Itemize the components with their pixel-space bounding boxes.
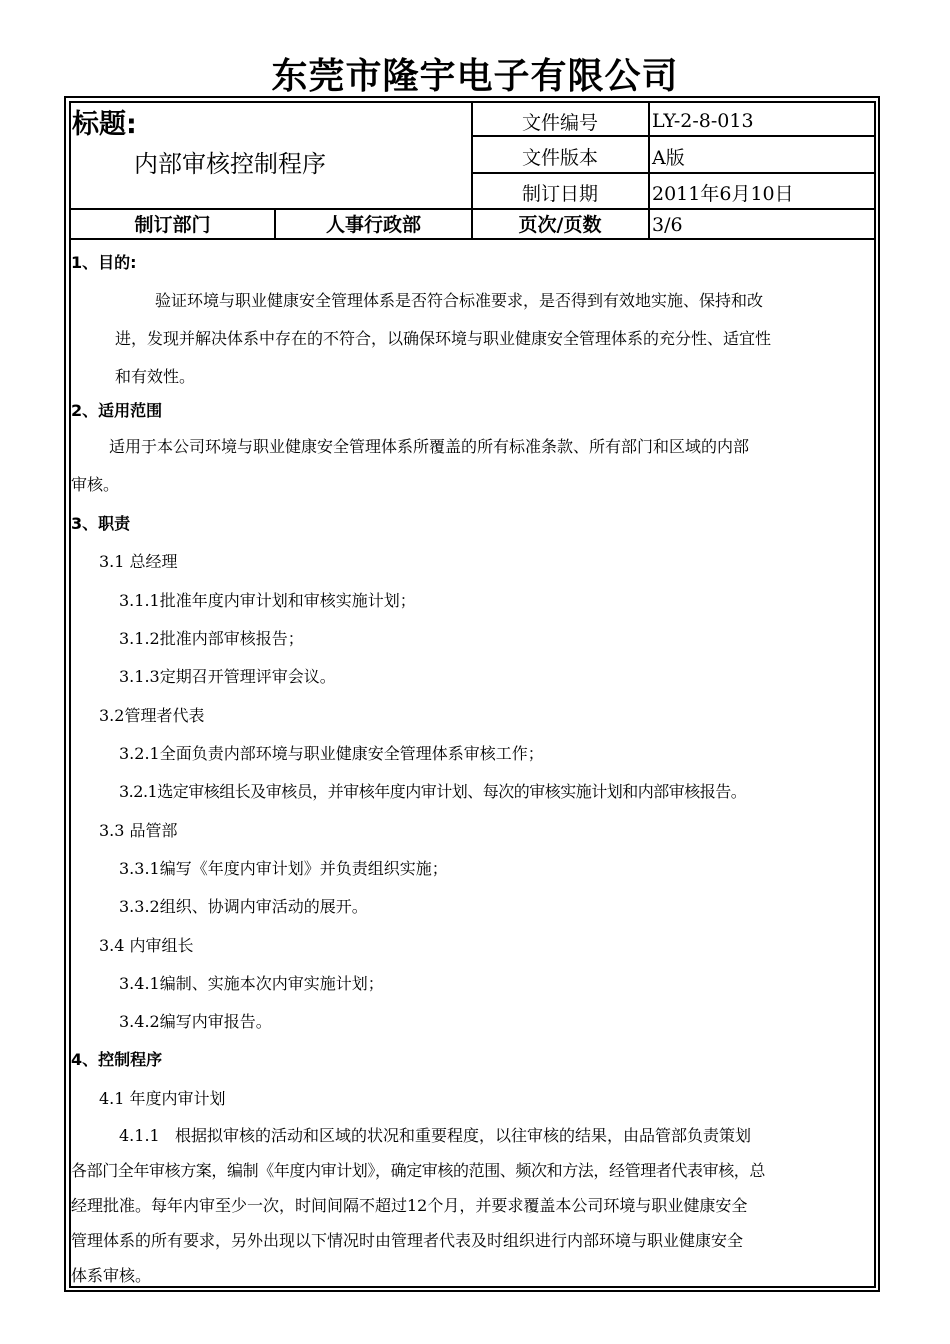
title-label: 标题:: [72, 109, 137, 140]
item-3-1-1: 3.1.1批准年度内审计划和审核实施计划；: [119, 591, 416, 610]
item-4-1-1-line-3: 经理批准。每年内审至少一次，时间间隔不超过12个月，并要求覆盖本公司环境与职业健康安全: [71, 1196, 748, 1215]
item-3-4-2: 3.4.2编写内审报告。: [119, 1012, 272, 1031]
item-3-3: 3.3 品管部: [99, 821, 178, 840]
dept-label: 制订部门: [134, 214, 211, 236]
item-3-2-2: 3.2.1选定审核组长及审核员，并审核年度内审计划、每次的审核实施计划和内部审核报告。: [119, 782, 747, 801]
page-title: 内部审核控制程序: [134, 150, 326, 178]
company-name: 东莞市隆宇电子有限公司: [271, 56, 679, 97]
document-frame-inner: [69, 101, 876, 1288]
doc-no-value: LY-2-8-013: [652, 110, 754, 132]
item-3-4: 3.4 内审组长: [99, 936, 194, 955]
page-count-value: 3/6: [652, 214, 683, 236]
section-4-title: 4、控制程序: [71, 1050, 163, 1069]
item-3-2-1: 3.2.1全面负责内部环境与职业健康安全管理体系审核工作；: [119, 744, 544, 763]
version-value: A版: [652, 147, 685, 169]
dept-value: 人事行政部: [325, 214, 421, 236]
item-3-1-3: 3.1.3定期召开管理评审会议。: [119, 667, 336, 686]
section-1-paragraph-line-3: 和有效性。: [115, 367, 196, 386]
item-4-1: 4.1 年度内审计划: [99, 1089, 226, 1108]
section-1-title: 1、目的:: [71, 253, 137, 272]
header-divider-2: [471, 172, 876, 174]
item-3-3-1: 3.3.1编写《年度内审计划》并负责组织实施；: [119, 859, 448, 878]
section-2-paragraph-line-1: 适用于本公司环境与职业健康安全管理体系所覆盖的所有标准条款、所有部门和区域的内部: [109, 437, 750, 456]
date-value: 2011年6月10日: [652, 183, 794, 205]
item-4-1-1-line-5: 体系审核。: [71, 1266, 152, 1285]
page-count-label: 页次/页数: [518, 214, 602, 236]
version-label: 文件版本: [521, 147, 598, 169]
header-vdivider-2: [648, 101, 650, 239]
item-3-1: 3.1 总经理: [99, 552, 178, 571]
section-2-title: 2、适用范围: [71, 401, 163, 420]
item-4-1-1-line-1: 4.1.1 根据拟审核的活动和区域的状况和重要程度，以往审核的结果，由品管部负责策划: [119, 1126, 751, 1145]
item-3-4-1: 3.4.1编制、实施本次内审实施计划；: [119, 974, 384, 993]
section-2-paragraph-line-2: 审核。: [71, 475, 120, 494]
doc-no-label: 文件编号: [521, 112, 598, 134]
item-4-1-1-line-4: 管理体系的所有要求，另外出现以下情况时由管理者代表及时组织进行内部环境与职业健康安全: [71, 1231, 744, 1250]
item-3-3-2: 3.3.2组织、协调内审活动的展开。: [119, 897, 368, 916]
item-4-1-1-line-2: 各部门全年审核方案，编制《年度内审计划》，确定审核的范围、频次和方法，经管理者代表审核，总: [71, 1161, 766, 1180]
item-3-2: 3.2管理者代表: [99, 706, 205, 725]
item-3-1-2: 3.1.2批准内部审核报告；: [119, 629, 304, 648]
date-label: 制订日期: [521, 183, 598, 205]
section-1-paragraph-line-2: 进，发现并解决体系中存在的不符合，以确保环境与职业健康安全管理体系的充分性、适宜性: [115, 329, 772, 348]
section-3-title: 3、职责: [71, 514, 131, 533]
section-1-paragraph-line-1: 验证环境与职业健康安全管理体系是否符合标准要求，是否得到有效地实施、保持和改: [155, 291, 764, 310]
